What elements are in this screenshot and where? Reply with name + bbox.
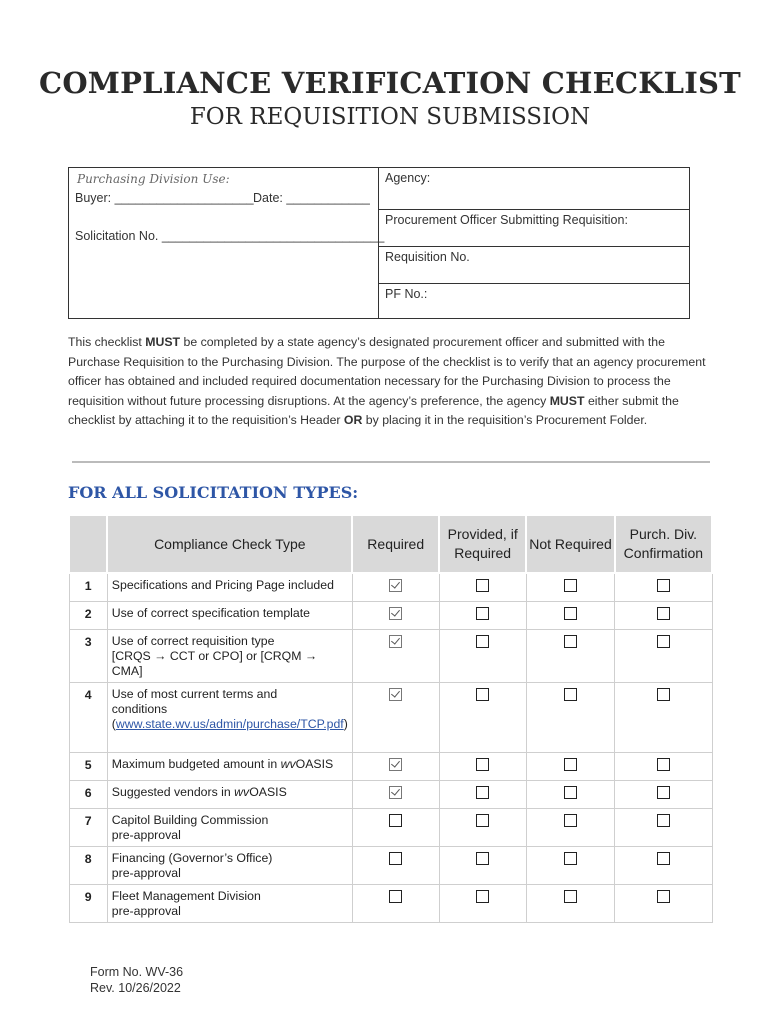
table-row [69,752,712,780]
terms-conditions-link[interactable]: www.state.wv.us/admin/purchase/TCP.pdf [115,716,344,731]
table-row [69,682,712,752]
required-checkbox[interactable] [389,852,402,865]
not-required-checkbox[interactable] [564,814,577,827]
row-number: 3 [69,629,107,682]
row-number: 8 [69,846,107,884]
purch-confirmation-checkbox[interactable] [657,635,670,648]
header-required: Required [352,515,439,573]
header-not-required: Not Required [526,515,614,573]
provided-checkbox[interactable] [476,758,489,771]
pf-no-field[interactable] [379,284,689,318]
date-field[interactable]: Date: ____________ [253,191,370,205]
header-provided: Provided, if Required [439,515,526,573]
purch-confirmation-checkbox[interactable] [657,852,670,865]
requisition-no-field[interactable] [379,247,689,284]
row-number: 5 [69,752,107,780]
buyer-field[interactable]: Buyer: ____________________ [75,191,254,205]
header-type: Compliance Check Type [107,515,352,573]
purch-confirmation-checkbox[interactable] [657,688,670,701]
row-number: 6 [69,780,107,808]
not-required-checkbox[interactable] [564,852,577,865]
not-required-checkbox[interactable] [564,758,577,771]
required-checkbox[interactable] [389,688,402,701]
provided-checkbox[interactable] [476,579,489,592]
agency-label: Agency: [385,171,431,185]
form-footer [90,964,183,996]
not-required-checkbox[interactable] [564,579,577,592]
requisition-no-label: Requisition No. [385,250,470,264]
provided-checkbox[interactable] [476,786,489,799]
form-number: Form No. WV-36 [90,965,184,979]
row-description: Maximum budgeted amount in wvOASIS [107,752,352,780]
row-description: Specifications and Pricing Page included [107,573,352,601]
row-number: 2 [69,601,107,629]
provided-checkbox[interactable] [476,852,489,865]
purch-confirmation-checkbox[interactable] [657,758,670,771]
purch-confirmation-checkbox[interactable] [657,607,670,620]
solicitation-field[interactable]: Solicitation No. ________________________________ [75,229,385,243]
required-checkbox[interactable] [389,786,402,799]
provided-checkbox[interactable] [476,890,489,903]
purch-confirmation-checkbox[interactable] [657,786,670,799]
row-number: 1 [69,573,107,601]
provided-checkbox[interactable] [476,607,489,620]
not-required-checkbox[interactable] [564,890,577,903]
not-required-checkbox[interactable] [564,786,577,799]
row-description: Financing (Governor’s Office) pre-approval [107,846,352,884]
row-number: 9 [69,884,107,922]
procurement-officer-field[interactable] [379,210,689,247]
row-description: Suggested vendors in wvOASIS [107,780,352,808]
not-required-checkbox[interactable] [564,607,577,620]
table-row [69,780,712,808]
required-checkbox[interactable] [389,814,402,827]
page-title: COMPLIANCE VERIFICATION CHECKLIST [39,66,741,100]
row-number: 7 [69,808,107,846]
row-description: Use of most current terms and conditions (www.state.wv.us/admin/purchase/TCP.pdf) [107,682,352,752]
revision-date: Rev. 10/26/2022 [90,981,181,995]
info-box [68,167,690,319]
required-checkbox[interactable] [389,635,402,648]
page-subtitle: FOR REQUISITION SUBMISSION [189,104,591,130]
divider [72,461,710,463]
provided-checkbox[interactable] [476,635,489,648]
agency-panel [379,168,689,318]
provided-checkbox[interactable] [476,814,489,827]
header-num [69,515,107,573]
row-description: Use of correct requisition type [CRQS → CCT or CPO] or [CRQM → CMA] [107,629,352,682]
not-required-checkbox[interactable] [564,688,577,701]
table-row [69,884,712,922]
required-checkbox[interactable] [389,579,402,592]
table-row [69,573,712,601]
section-title: FOR ALL SOLICITATION TYPES: [68,483,359,502]
table-row [69,601,712,629]
table-row [69,629,712,682]
required-checkbox[interactable] [389,890,402,903]
table-row [69,808,712,846]
row-description: Use of correct specification template [107,601,352,629]
row-description: Capitol Building Commission pre-approval [107,808,352,846]
required-checkbox[interactable] [389,607,402,620]
pf-no-label: PF No.: [385,287,428,301]
header-purch-div: Purch. Div. Confirmation [615,515,712,573]
purch-confirmation-checkbox[interactable] [657,814,670,827]
agency-field[interactable] [379,168,689,210]
purch-confirmation-checkbox[interactable] [657,890,670,903]
required-checkbox[interactable] [389,758,402,771]
row-number: 4 [69,682,107,752]
purchasing-division-panel [69,168,385,318]
purch-confirmation-checkbox[interactable] [657,579,670,592]
purchasing-use-label: Purchasing Division Use: [77,172,230,186]
not-required-checkbox[interactable] [564,635,577,648]
intro-paragraph: This checklist MUST be completed by a state agency’s designated procurement officer and submitted with the Purchase Requisition to the Purchasing Division. The purpose of the checklist is to verify that an agency procurement officer has obtained and included required documentation necessary for the Purchasing Division to process the requisition without future processing disruptions. At the agency’s preference, the agency MUST either submit the checklist by attaching it to the requisition’s Header OR by placing it in the requisition’s Procurement Folder. [68,335,706,427]
table-row [69,846,712,884]
row-description: Fleet Management Division pre-approval [107,884,352,922]
checklist-table [68,514,713,923]
table-header-row [69,515,712,573]
procurement-officer-label: Procurement Officer Submitting Requisition: [385,213,628,227]
provided-checkbox[interactable] [476,688,489,701]
